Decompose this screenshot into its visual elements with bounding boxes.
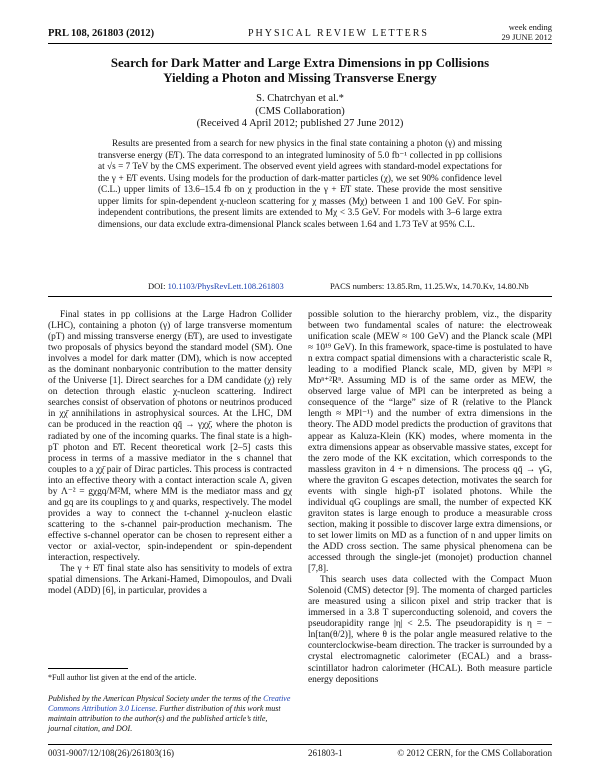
doi-line [148,281,284,291]
collaboration: (CMS Collaboration) [255,105,345,117]
pacs-numbers: PACS numbers: 13.85.Rm, 11.25.Wx, 14.70.Kv, 14.80.Nb [330,281,529,291]
right-column [308,310,552,686]
left-paragraph-1: Final states in pp collisions at the Large Hadron Collider (LHC), containing a photon (γ) of large transverse momentum (pT) and missing transverse energy (E̸T), are used to investigate two proposals of physics beyond the standard model (SM). One involves a model for dark matter (DM), which is now accepted as the dominant nonbaryonic contribution to the matter density of the Universe [1]. Direct searches for a DM candidate (χ) rely on detection through elastic χ-nucleon scattering. Indirect searches consist of observation of photons or neutrinos produced in χχ̄ annihilations in astrophysical sources. At the LHC, DM can be produced in the reaction qq̄ → γχχ̄, where the photon is radiated by one of the incoming quarks. The final state is a high-pT photon and E̸T. Recent theoretical work [2–5] casts this process in terms of a massive mediator in the s channel that couples to a χχ̄ pair of Dirac particles. This process is contracted into an effective theory with a contact interaction scale Λ, given by Λ⁻² = gχgq/M²M, where MM is the mediator mass and gχ and gq are its couplings to χ and quarks, respectively. The model provides a way to connect the t-channel χ-nucleon elastic scattering to the s-channel pair-production mechanism. The effective s-channel operator can be chosen to represent either a vector or axial-vector, spin-independent or spin-dependent interaction, respectively. [48,310,292,564]
footnote: *Full author list given at the end of the article. [48,673,197,682]
journal-reference: PRL 108, 261803 (2012) [48,28,155,39]
footer-rule [48,744,552,745]
journal-name: PHYSICAL REVIEW LETTERS [248,28,429,39]
right-paragraph-1: possible solution to the hierarchy problem, viz., the disparity between two fundamental scales of nature: the electroweak unification scale (MEW ≈ 100 GeV) and the Planck scale (MPl ≈ 10¹⁹ GeV). In this framework, space-time is postulated to have n extra compact spatial dimensions with a characteristic scale R, leading to a modified Planck scale, MD, given by M²Pl ≈ Mᴅⁿ⁺²Rⁿ. Assuming MD is of the same order as MEW, the observed large value of MPl can be interpreted as being a consequence of the “large” size of R (relative to the Planck length ≈ MPl⁻¹) and the number of extra dimensions in the theory. The ADD model predicts the production of gravitons that appear as Kaluza-Klein (KK) modes, where momenta in the extra dimensions appear as observable massive states, except for the zero mode of the KK excitation, which corresponds to the massless graviton in 4 + n dimensions. The process qq̄ → γG, where the graviton G escapes detection, motivates the search for events with single high-pT isolated photons. While the individual qG couplings are small, the number of expected KK graviton states is large enough to produce a measurable cross section, making it possible to discover large extra dimensions, or to set lower limits on MD as a function of n and upper limits on the ADD cross section. The same physical phenomena can be accessed through the single-jet (monojet) production channel [7,8]. [308,310,552,575]
publication-notice-pre: Published by the American Physical Society under the terms of the [48,694,264,703]
left-paragraph-2: The γ + E̸T final state also has sensitivity to models of extra spatial dimensions. The Arkani-Hamed, Dimopoulos, and Dvali model (ADD) [6], in particular, provides a [48,564,292,597]
copyright: © 2012 CERN, for the CMS Collaboration [397,748,552,758]
author-names: S. Chatrchyan et al.* [256,93,344,104]
license-link[interactable]: Creative Commons Attribution 3.0 License [48,694,291,713]
right-paragraph-2: This search uses data collected with the Compact Muon Solenoid (CMS) detector [9]. The momenta of charged particles are measured using a silicon pixel and strip tracker that is immersed in a 3.8 T superconducting solenoid, and covers the pseudorapidity range |η| < 2.5. The pseudorapidity is η = − ln[tan(θ/2)], where θ is the polar angle measured relative to the counterclockwise-beam direction. The tracker is surrounded by a crystal electromagnetic calorimeter (ECAL) and a brass-scintillator hadron calorimeter (HCAL). Both measure particle energy depositions [308,575,552,685]
abstract-rule [48,296,552,297]
received-dates: (Received 4 April 2012; published 27 June 2012) [196,118,404,129]
issue-date [501,22,552,42]
header-rule [48,43,552,44]
running-header [48,22,552,42]
abstract [98,138,502,230]
footnote-rule [48,668,128,669]
publication-notice-post: . Further distribution of this work must maintain attribution to the author(s) and the published article’s title, journal citation, and DOI. [48,704,281,733]
page-number: 261803-1 [308,748,343,758]
publication-notice [48,694,292,734]
doi-link[interactable]: 10.1103/PhysRevLett.108.261803 [167,281,284,291]
article-title [60,56,540,86]
title-line-2: Yielding a Photon and Missing Transverse Energy [163,71,437,85]
week-label: week ending [508,22,552,32]
doi-label: DOI: [148,281,166,291]
abstract-text: Results are presented from a search for new physics in the final state containing a photon (γ) and missing transverse energy (E̸T). The data correspond to an integrated luminosity of 5.0 fb⁻¹ collected in pp collisions at √s = 7 TeV by the CMS experiment. The observed event yield agrees with standard-model expectations for the γ + E̸T events. Using models for the production of dark-matter particles (χ), we set 90% confidence level (C.L.) upper limits of 13.6–15.4 fb on χ production in the γ + E̸T state. These provide the most sensitive upper limits for spin-dependent χ-nucleon scattering for χ masses (Mχ) between 1 and 100 GeV. For spin-independent contributions, the present limits are extended to Mχ < 3.5 GeV. For models with 3–6 large extra dimensions, our data exclude extra-dimensional Planck scales between 1.64 and 1.73 TeV at 95% C.L. [98,138,502,229]
article-code: 0031-9007/12/108(26)/261803(16) [48,748,174,758]
page-footer [48,748,552,762]
author-block [60,93,540,131]
week-date: 29 JUNE 2012 [501,32,552,42]
left-column [48,310,292,597]
title-line-1: Search for Dark Matter and Large Extra Dimensions in pp Collisions [110,56,490,70]
